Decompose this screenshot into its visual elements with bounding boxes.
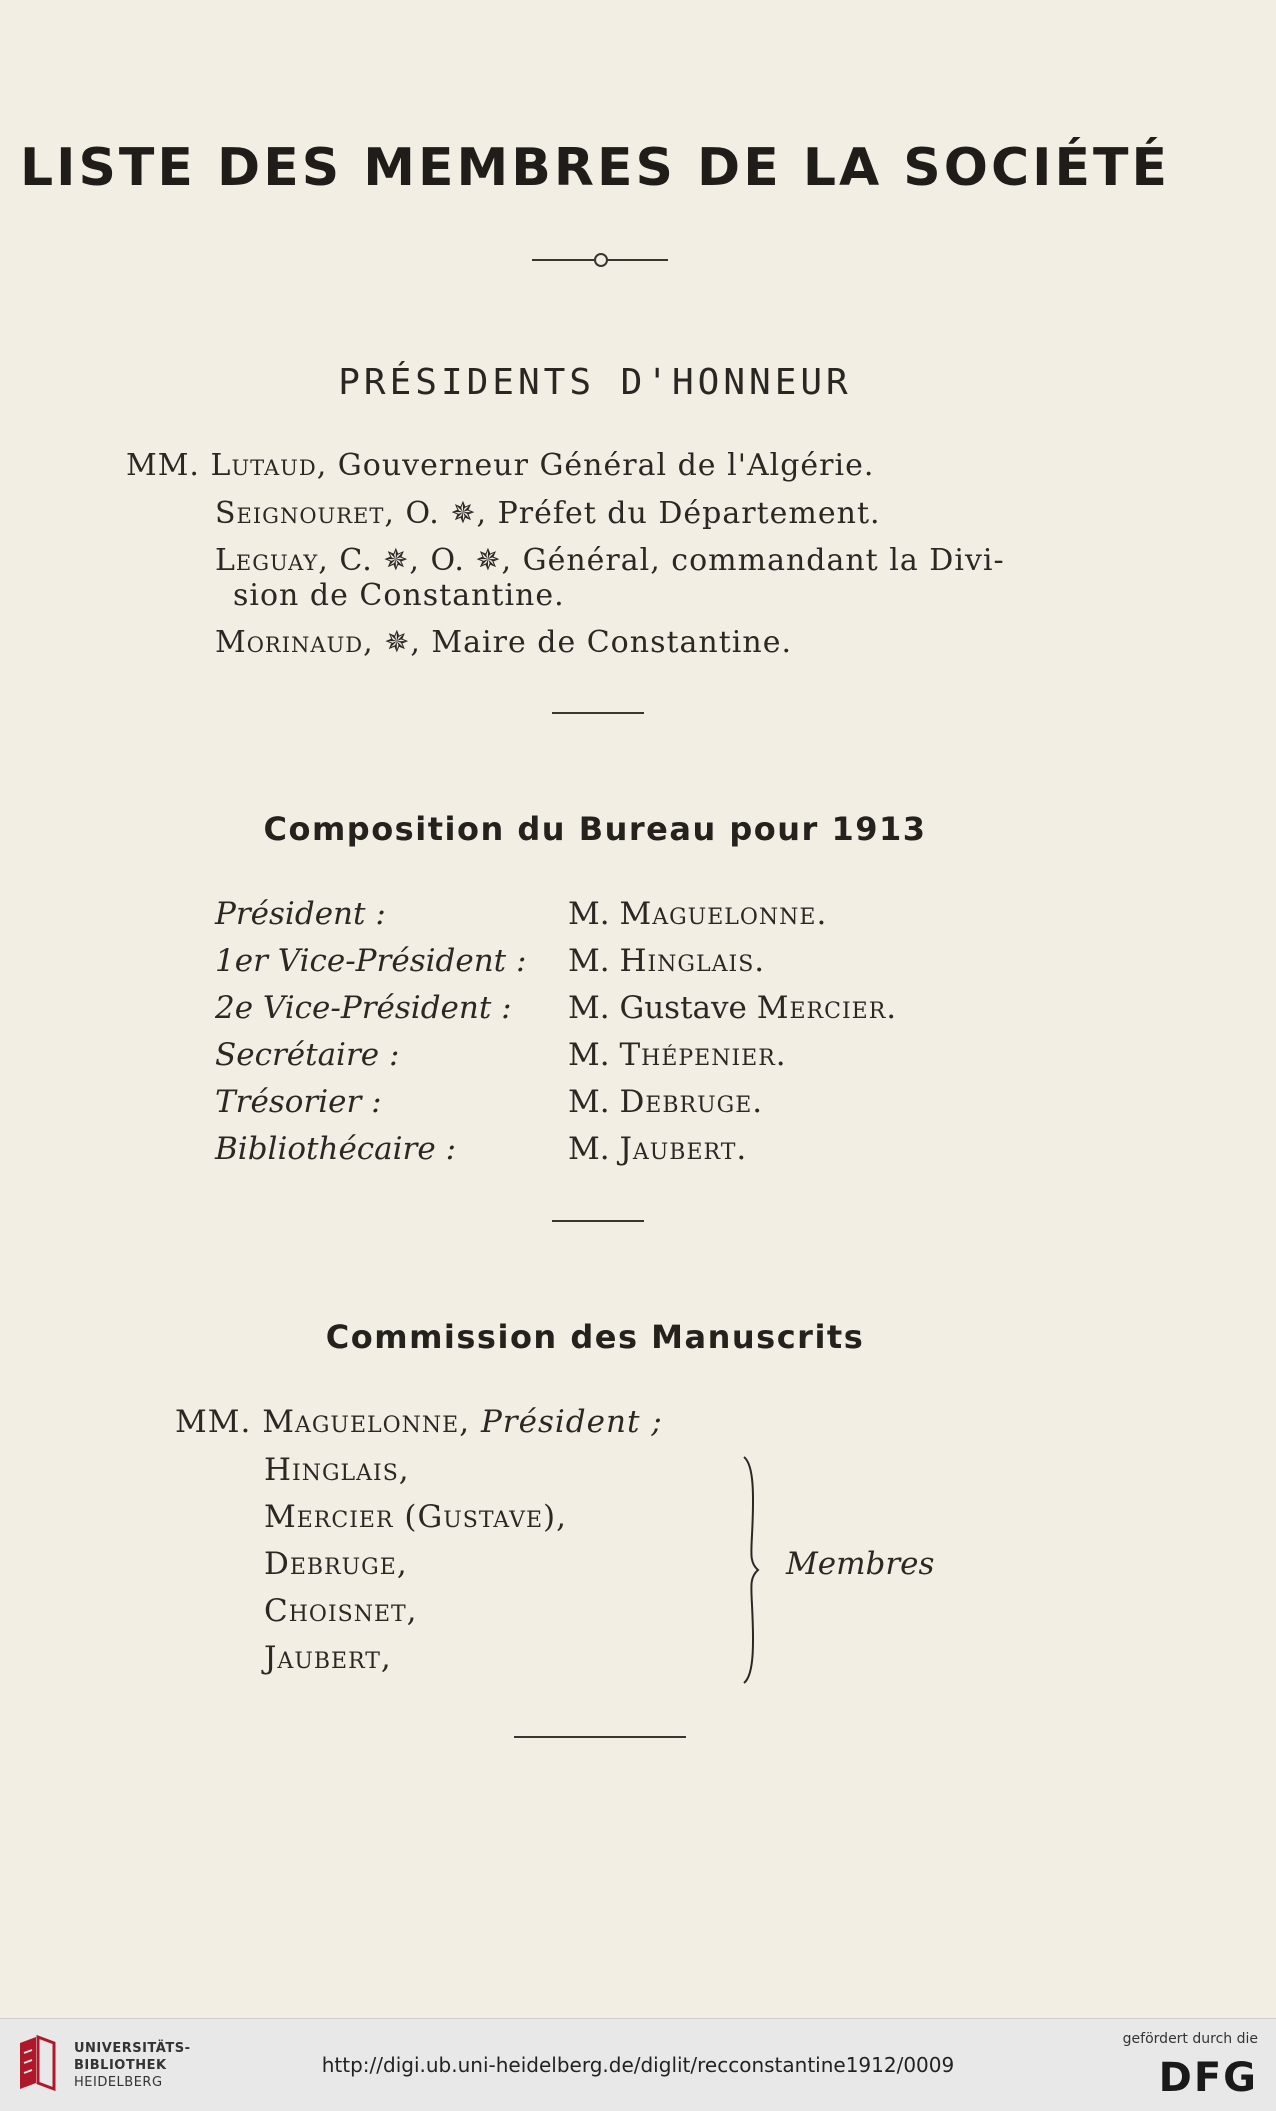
bureau-heading: Composition du Bureau pour 1913	[263, 810, 927, 848]
bureau-member: M. Thépenier.	[568, 1037, 787, 1073]
honor-entry	[215, 625, 792, 660]
section-divider	[552, 712, 644, 714]
bureau-member: M. Gustave Mercier.	[568, 990, 898, 1026]
bureau-member: M. Maguelonne.	[568, 896, 828, 932]
commission-president: MM. Maguelonne, Président ;	[175, 1404, 663, 1440]
commission-member: Debruge,	[264, 1546, 408, 1582]
commission-member: Choisnet,	[264, 1593, 418, 1629]
honor-detail: , O. ✵, Préfet du Département.	[384, 496, 881, 531]
bureau-role: Président :	[215, 896, 386, 932]
library-name-line: HEIDELBERG	[74, 2075, 163, 2090]
library-name-line: UNIVERSITÄTS-	[74, 2041, 191, 2056]
honor-name: Lutaud	[210, 448, 317, 483]
bureau-member: M. Hinglais.	[568, 943, 766, 979]
members-label: Membres	[786, 1546, 935, 1582]
bureau-role: Bibliothécaire :	[215, 1131, 457, 1167]
honor-entry	[215, 496, 881, 531]
library-name-line: BIBLIOTHEK	[74, 2058, 167, 2073]
bureau-member: M. Debruge.	[568, 1084, 764, 1120]
honor-detail: , C. ✵, O. ✵, Général, commandant la Divi-	[318, 543, 1005, 578]
honor-heading: PRÉSIDENTS D'HONNEUR	[338, 362, 852, 403]
page-title: LISTE DES MEMBRES DE LA SOCIÉTÉ	[20, 138, 1170, 198]
commission-member: Mercier (Gustave),	[264, 1499, 567, 1535]
honor-prefix: MM.	[126, 448, 200, 483]
honor-entry	[126, 448, 874, 483]
bureau-role: Secrétaire :	[215, 1037, 400, 1073]
honor-name: Leguay	[215, 543, 319, 578]
curly-brace-icon	[736, 1455, 766, 1685]
funded-by-text: gefördert durch die	[1122, 2031, 1258, 2047]
commission-heading: Commission des Manuscrits	[325, 1318, 865, 1356]
honor-detail-continuation: sion de Constantine.	[233, 578, 565, 613]
bureau-member: M. Jaubert.	[568, 1131, 748, 1167]
honor-entry	[215, 543, 1005, 578]
section-divider	[514, 1736, 686, 1738]
honor-detail: , ✵, Maire de Constantine.	[363, 625, 792, 660]
bureau-role: 2e Vice-Président :	[215, 990, 512, 1026]
commission-member: Hinglais,	[264, 1452, 410, 1488]
section-divider	[552, 1220, 644, 1222]
honor-name: Seignouret	[215, 496, 385, 531]
bureau-role: Trésorier :	[215, 1084, 382, 1120]
source-url-link[interactable]: http://digi.ub.uni-heidelberg.de/diglit/recconstantine1912/0009	[321, 2053, 955, 2077]
honor-detail: , Gouverneur Général de l'Algérie.	[316, 448, 875, 483]
dfg-logo: DFG	[1158, 2055, 1258, 2101]
footer-bar	[0, 2018, 1276, 2111]
commission-member: Jaubert,	[264, 1640, 392, 1676]
honor-name: Morinaud	[215, 625, 364, 660]
bureau-role: 1er Vice-Président :	[215, 943, 527, 979]
